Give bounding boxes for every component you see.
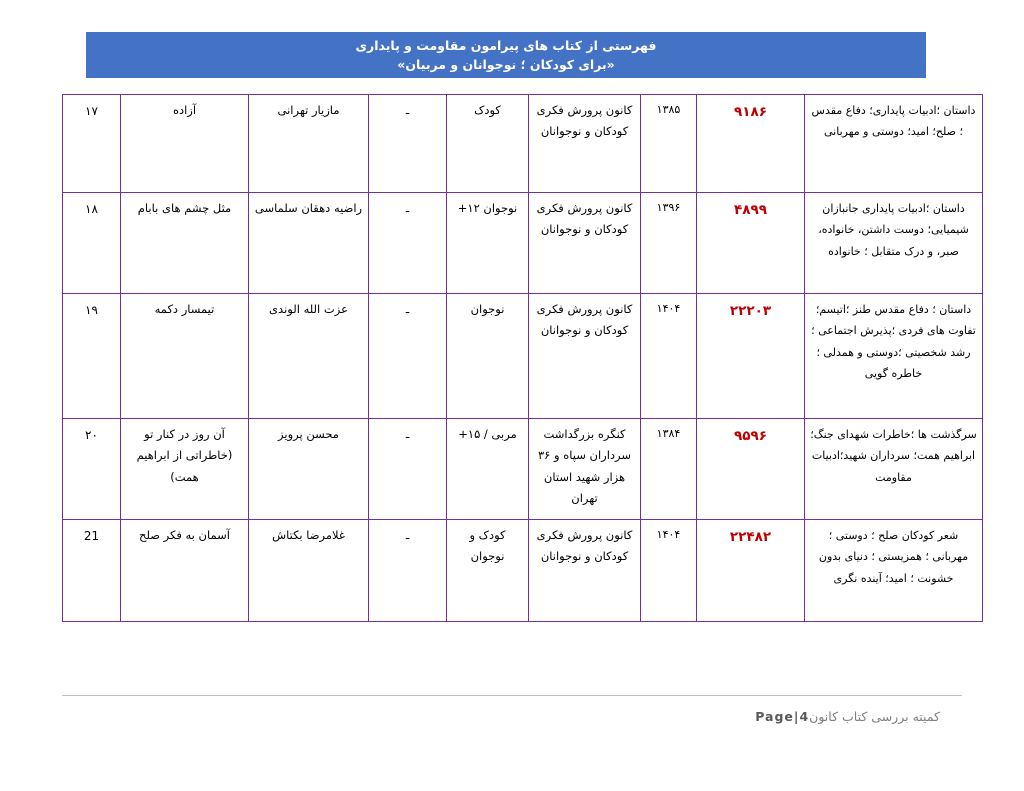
document-title-banner (86, 32, 926, 78)
cell-audience: نوجوان (447, 294, 529, 419)
cell-publisher: کنگره بزرگداشت سرداران سپاه و ۳۶ هزار شهید استان تهران (529, 419, 641, 520)
cell-year: ۱۴۰۴ (641, 294, 697, 419)
cell-row-index: 21 (63, 520, 121, 622)
table-row (63, 294, 983, 419)
book-table-body (63, 95, 983, 622)
cell-publisher: کانون پرورش فکری کودکان و نوجوانان (529, 520, 641, 622)
footer-number: 4 (799, 708, 810, 724)
cell-publisher: کانون پرورش فکری کودکان و نوجوانان (529, 294, 641, 419)
cell-publisher: کانون پرورش فکری کودکان و نوجوانان (529, 193, 641, 294)
cell-audience: کودک و نوجوان (447, 520, 529, 622)
cell-translator: ـ (369, 193, 447, 294)
footer-divider (62, 695, 962, 696)
cell-book-title: آن روز در کنار تو (خاطراتی از ابراهیم همت) (121, 419, 249, 520)
cell-audience: مربی / ۱۵+ (447, 419, 529, 520)
cell-book-title: تیمسار دکمه (121, 294, 249, 419)
title-line-1: فهرستی از کتاب های پیرامون مقاومت و پایداری (355, 37, 657, 53)
title-line-2: «برای کودکان ؛ نوجوانان و مربیان» (397, 57, 615, 72)
cell-price: ۲۲۴۸۲ (697, 520, 805, 622)
cell-translator: ـ (369, 294, 447, 419)
cell-price: ۴۸۹۹ (697, 193, 805, 294)
cell-author: مازیار تهرانی (249, 95, 369, 193)
cell-year: ۱۳۸۴ (641, 419, 697, 520)
cell-row-index: ۱۷ (63, 95, 121, 193)
cell-year: ۱۳۹۶ (641, 193, 697, 294)
cell-price: ۲۲۲۰۳ (697, 294, 805, 419)
cell-keywords: داستان ؛ادبیات پایداری؛ دفاع مقدس ؛ صلح؛ امید؛ دوستی و مهربانی (805, 95, 983, 193)
cell-author: محسن پرویز (249, 419, 369, 520)
table-row (63, 95, 983, 193)
cell-book-title: آزاده (121, 95, 249, 193)
cell-author: غلامرضا بکتاش (249, 520, 369, 622)
cell-keywords: سرگذشت ها ؛خاطرات شهدای جنگ؛ ابراهیم همت؛ سرداران شهید؛ادبیات مقاومت (805, 419, 983, 520)
page-footer (62, 704, 962, 728)
footer-separator: | (793, 708, 800, 724)
cell-year: ۱۴۰۴ (641, 520, 697, 622)
cell-price: ۹۱۸۶ (697, 95, 805, 193)
footer-committee-text (755, 709, 962, 724)
cell-translator: ـ (369, 419, 447, 520)
table-row (63, 193, 983, 294)
cell-translator: ـ (369, 520, 447, 622)
cell-keywords: داستان ؛ادبیات پایداری جانبازان شیمیایی؛ دوست داشتن، خانواده، صبر، و درک متقابل ؛ خانواده (805, 193, 983, 294)
book-list-table (62, 94, 983, 622)
cell-keywords: شعر کودکان صلح ؛ دوستی ؛ مهربانی ؛ همزیستی ؛ دنیای بدون خشونت ؛ امید؛ آینده نگری (805, 520, 983, 622)
footer-label: کمیته بررسی کتاب کانون (809, 708, 940, 724)
cell-author: راضیه دهقان سلماسی (249, 193, 369, 294)
cell-row-index: ۱۹ (63, 294, 121, 419)
table-row (63, 520, 983, 622)
cell-keywords: داستان ؛ دفاع مقدس طنز ؛اتیسم؛ تفاوت های فردی ؛پذیرش اجتماعی ؛رشد شخصیتی ؛دوستی و همدلی ؛خاطره گویی (805, 294, 983, 419)
cell-price: ۹۵۹۶ (697, 419, 805, 520)
cell-publisher: کانون پرورش فکری کودکان و نوجوانان (529, 95, 641, 193)
cell-row-index: ۲۰ (63, 419, 121, 520)
cell-year: ۱۳۸۵ (641, 95, 697, 193)
cell-book-title: آسمان به فکر صلح (121, 520, 249, 622)
table-row (63, 419, 983, 520)
cell-book-title: مثل چشم های بابام (121, 193, 249, 294)
cell-translator: ـ (369, 95, 447, 193)
cell-author: عزت الله الوندی (249, 294, 369, 419)
cell-audience: نوجوان ۱۲+ (447, 193, 529, 294)
cell-row-index: ۱۸ (63, 193, 121, 294)
cell-audience: کودک (447, 95, 529, 193)
footer-page-number (755, 709, 809, 724)
footer-page-word: Page (755, 708, 794, 724)
